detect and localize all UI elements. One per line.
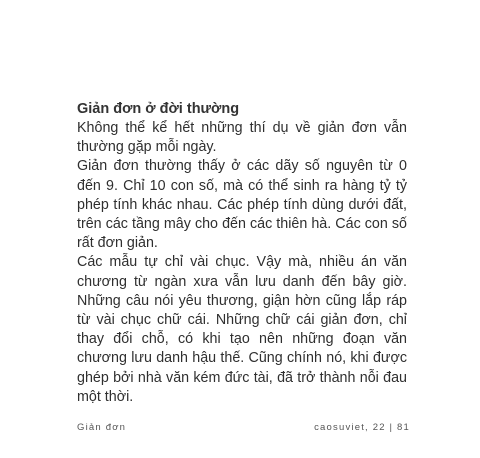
running-footer-page-info: caosuviet, 22 | 81 [314,422,410,433]
paragraph-3: Các mẫu tự chỉ vài chục. Vậy mà, nhiều án văn chương từ ngàn xưa vẫn lưu danh đến bây giờ. Những câu nói yêu thương, giận hờn cũng lắp ráp từ vài chục chữ cái. Những chữ cái giản đơn, chỉ thay đổi chỗ, có khi tạo nên những đoạn văn chương lưu danh hậu thế. Cũng chính nó, khi được ghép bởi nhà văn kém đức tài, đã trở thành nỗi đau một thời. [77,254,407,405]
section-heading: Giản đơn ở đời thường [77,101,240,117]
paragraph-1: Không thể kể hết những thí dụ về giản đơn vẫn thường gặp mỗi ngày. [77,120,407,156]
paragraph-2: Giản đơn thường thấy ở các dãy số nguyên từ 0 đến 9. Chỉ 10 con số, mà có thể sinh ra hàng tỷ tỷ phép tính khác nhau. Các phép tính dùng dưới đất, trên các tầng mây cho đến các thiên hà. Các con số rất đơn giản. [77,158,407,252]
page-content [77,100,407,407]
running-footer-title: Giản đơn [77,422,127,433]
